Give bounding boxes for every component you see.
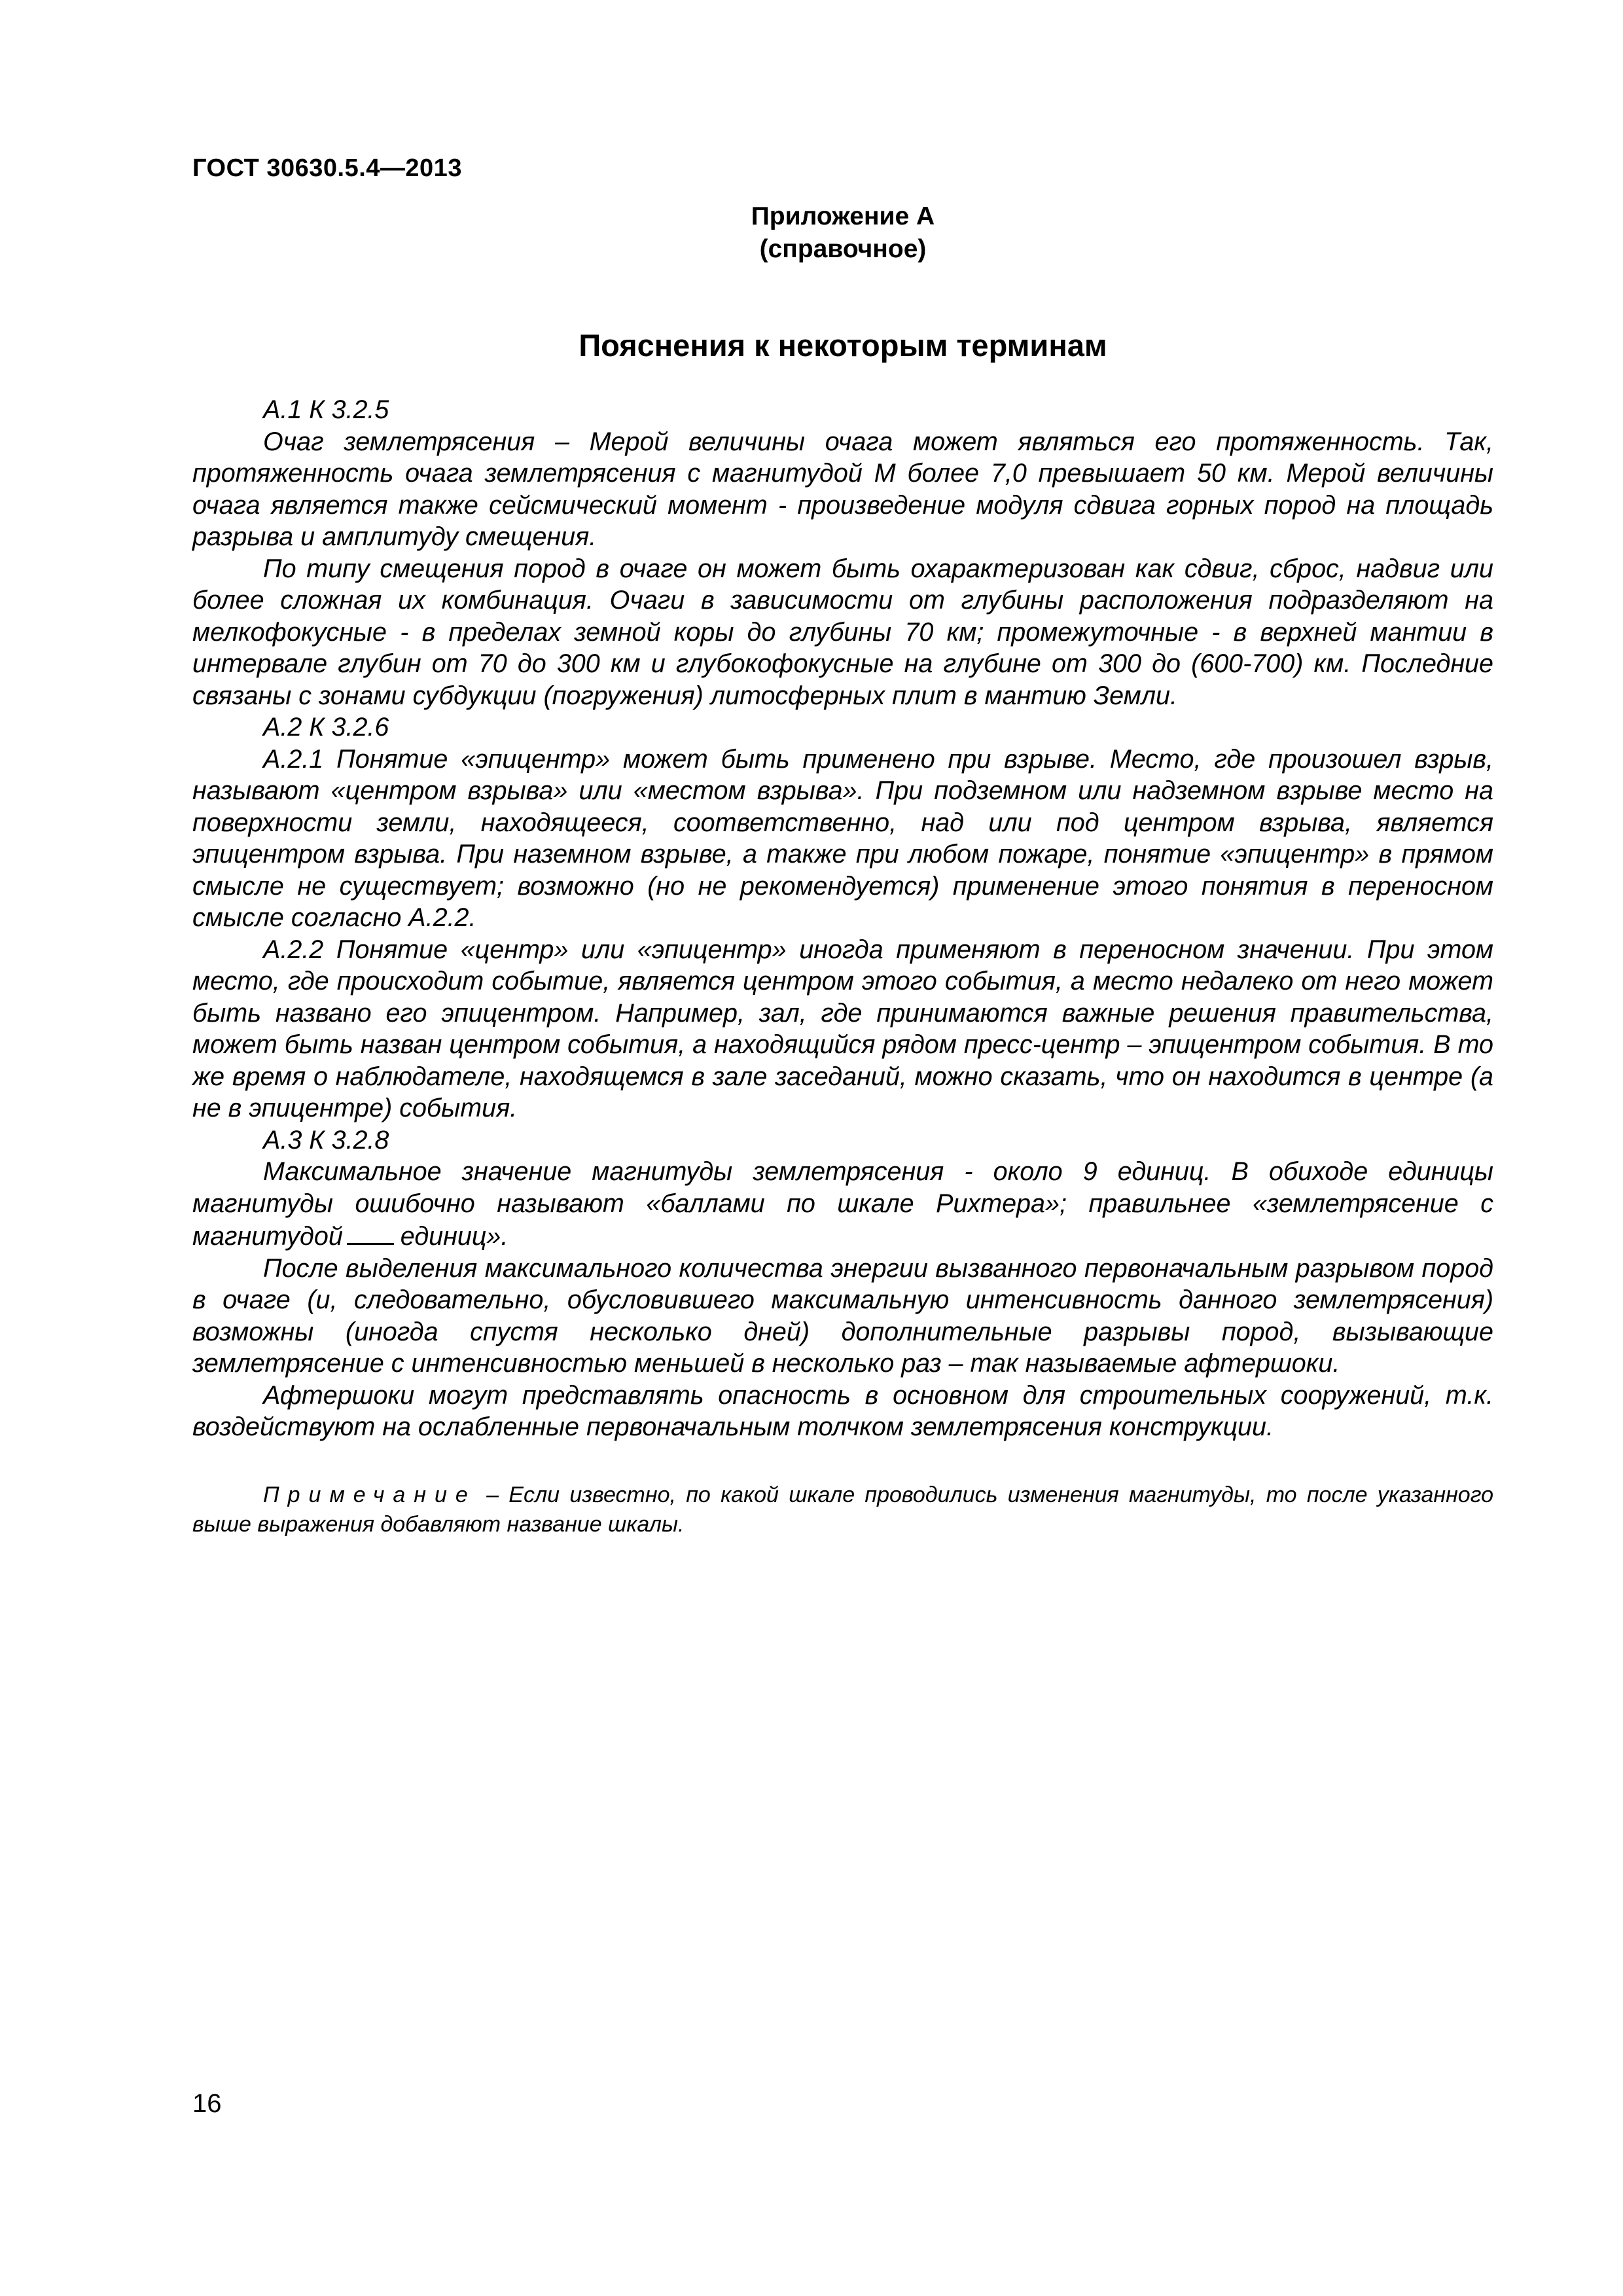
body-text (192, 394, 1493, 1443)
clause-a2-1: А.2.1 Понятие «эпицентр» может быть применено при взрыве. Место, где произошел взрыв, называют «центром взрыва» или «местом взрыва». При подземном или надземном взрыве место на поверхности земли, находящееся, соответственно, над или под центром взрыва, является эпицентром взрыва. При наземном взрыве, а также при любом пожаре, понятие «эпицентр» в прямом смысле не существует; возможно (но не рекомендуется) применение этого понятия в переносном смысле согласно А.2.2. (192, 744, 1493, 932)
note-text: – Если известно, по какой шкале проводились изменения магнитуды, то после указанного выше выражения добавляют название шкалы. (192, 1482, 1493, 1537)
clause-a3-reference: А.3 К 3.2.8 (263, 1125, 389, 1155)
clause-a3-paragraph-1-end: единиц». (400, 1222, 508, 1251)
page-number: 16 (192, 2089, 222, 2118)
clause-a1-paragraph-1: Очаг землетрясения – Мерой величины очага может являться его протяженность. Так, протяженность очага землетрясения с магнитудой М более 7,0 превышает 50 км. Мерой величины очага является также сейсмический момент - произведение модуля сдвига горных пород на площадь разрыва и амплитуду смещения. (192, 427, 1493, 551)
clause-a1-paragraph-2: По типу смещения пород в очаге он может быть охарактеризован как сдвиг, сброс, надвиг или более сложная их комбинация. Очаги в зависимости от глубины расположения подразделяют на мелкофокусные - в пределах земной коры до глубины 70 км; промежуточные - в верхней мантии в интервале глубин от 70 до 300 км и глубокофокусные на глубине от 300 до (600-700) км. Последние связаны с зонами субдукции (погружения) литосферных плит в мантию Земли. (192, 554, 1493, 710)
note-label: Примечание (263, 1482, 476, 1507)
clause-a3-paragraph-3: Афтершоки могут представлять опасность в основном для строительных сооружений, т.к. воздействуют на ослабленные первоначальным толчком землетрясения конструкции. (192, 1380, 1493, 1441)
clause-a2-2: А.2.2 Понятие «центр» или «эпицентр» иногда применяют в переносном значении. При этом место, где происходит событие, является центром этого события, а место недалеко от него может быть названо его эпицентром. Например, зал, где принимаются важные решения правительства, может быть назван центром события, а находящийся рядом пресс-центр – эпицентром события. В то же время о наблюдателе, находящемся в зале заседаний, можно сказать, что он находится в центре (а не в эпицентре) события. (192, 935, 1493, 1122)
annex-heading (0, 200, 1623, 266)
document-code: ГОСТ 30630.5.4—2013 (192, 154, 462, 182)
annex-subtitle: (справочное) (759, 235, 927, 263)
magnitude-blank-line (347, 1219, 394, 1245)
annex-title: Приложение А (751, 202, 935, 230)
section-title: Пояснения к некоторым терминам (579, 328, 1107, 363)
clause-a2-reference: А.2 К 3.2.6 (263, 713, 389, 742)
clause-a3-paragraph-2: После выделения максимального количества энергии вызванного первоначальным разрывом пород в очаге (и, следовательно, обусловившего максимальную интенсивность данного землетрясения) возможны (иногда спустя несколько дней) дополнительные разрывы пород, вызывающие землетрясение с интенсивностью меньшей в несколько раз – так называемые афтершоки. (192, 1253, 1493, 1378)
note (192, 1480, 1493, 1539)
clause-a3-paragraph-1 (192, 1156, 1493, 1253)
clause-a1-reference: А.1 К 3.2.5 (263, 395, 389, 424)
clause-a3-paragraph-1-start: Максимальное значение магнитуды землетрясения - около 9 единиц. В обиходе единицы магнитуды ошибочно называют «баллами по шкале Рихтера»; правильнее «землетрясение с магнитудой (192, 1157, 1493, 1251)
